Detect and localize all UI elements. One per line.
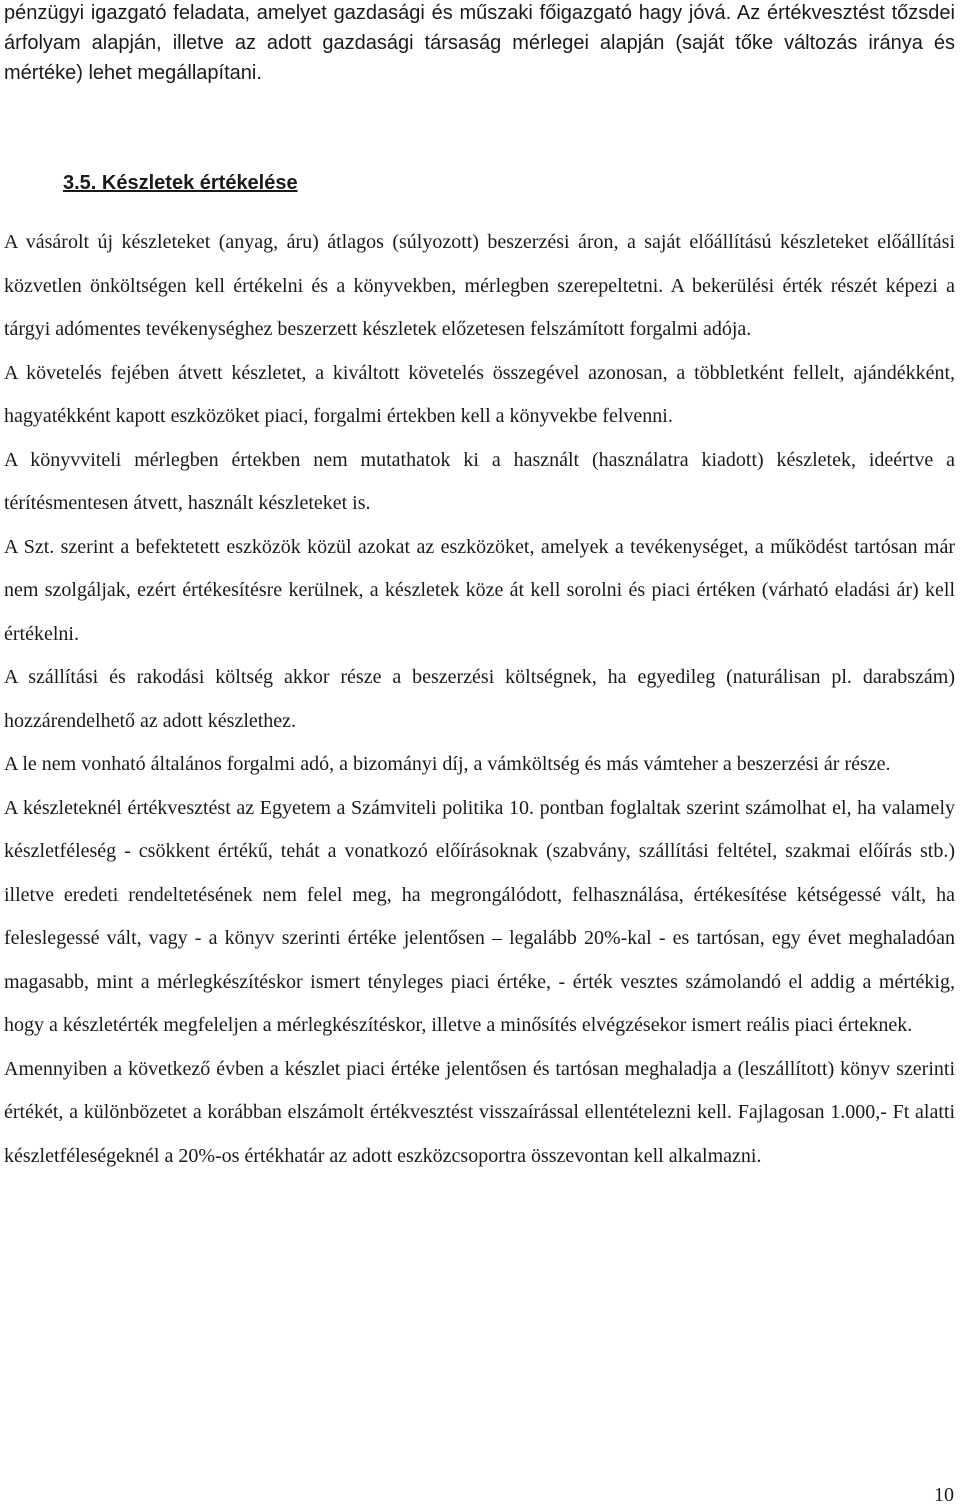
paragraph: A Szt. szerint a befektetett eszközök közül azokat az eszközöket, amelyek a tevékenységet, a működést tartósan már nem szolgáljak, ezért értékesítésre kerülnek, a készletek köze át kell sorolni és piaci értéken (várható eladási ár) kell értékelni. <box>4 535 955 645</box>
section-heading: 3.5. Készletek értékelése <box>63 172 298 194</box>
paragraph: A követelés fejében átvett készletet, a kiváltott követelés összegével azonosan, a többletként fellelt, ajándékként, hagyatékként kapott eszközöket piaci, forgalmi értekben kell a könyvekbe felvenni. <box>4 361 955 427</box>
paragraph: A le nem vonható általános forgalmi adó, a bizományi díj, a vámköltség és más vámteher a beszerzési ár része. <box>4 753 891 775</box>
paragraph: A vásárolt új készleteket (anyag, áru) átlagos (súlyozott) beszerzési áron, a saját előállítású készleteket előállítási közvetlen önköltségen kell értékelni és a könyvekben, mérlegben szerepeltetni. A bekerülési érték részét képezi a tárgyi adómentes tevékenységhez beszerzett készletek előzetesen felszámított forgalmi adója. <box>4 231 955 340</box>
paragraph: A könyvviteli mérlegben értekben nem mutathatok ki a használt (használatra kiadott) készletek, ideértve a térítésmentesen átvett, használt készleteket is. <box>4 448 955 514</box>
intro-text-block <box>4 0 955 88</box>
paragraph: A szállítási és rakodási költség akkor része a beszerzési költségnek, ha egyedileg (naturálisan pl. darabszám) hozzárendelhető az adott készlethez. <box>4 666 955 732</box>
paragraph: A készleteknél értékvesztést az Egyetem a Számviteli politika 10. pontban foglaltak szerint számolhat el, ha valamely készletféleség - csökkent értékű, tehát a vonatkozó előírásoknak (szabvány, szállítási feltétel, szakmai előírás stb.) illetve eredeti rendeltetésének nem felel meg, ha megrongálódott, felhasználása, értékesítése kétségessé vált, ha feleslegessé vált, vagy - a könyv szerinti értéke jelentősen – legalább 20%-kal - es tartósan, egy évet meghaladóan magasabb, mint a mérlegkészítéskor ismert tényleges piaci értéke, - érték vesztes számolandó el addig a mértékig, hogy a készletérték megfeleljen a mérlegkészítéskor, illetve a minősítés elvégzésekor ismert reális piaci érteknek. <box>4 796 955 1036</box>
section-body <box>4 221 955 1178</box>
page-number: 10 <box>934 1484 954 1506</box>
paragraph: Amennyiben a következő évben a készlet piaci értéke jelentősen és tartósan meghaladja a (leszállított) könyv szerinti értékét, a különbözetet a korábban elszámolt értékvesztést visszaírással ellentételezni kell. Fajlagosan 1.000,- Ft alatti készletféleségeknél a 20%-os értékhatár az adott eszközcsoportra összevontan kell alkalmazni. <box>4 1057 955 1167</box>
intro-paragraph: pénzügyi igazgató feladata, amelyet gazdasági és műszaki főigazgató hagy jóvá. Az értékvesztést tőzsdei árfolyam alapján, illetve az adott gazdasági társaság mérlegei alapján (saját tőke változás iránya és mértéke) lehet megállapítani. <box>4 2 955 84</box>
